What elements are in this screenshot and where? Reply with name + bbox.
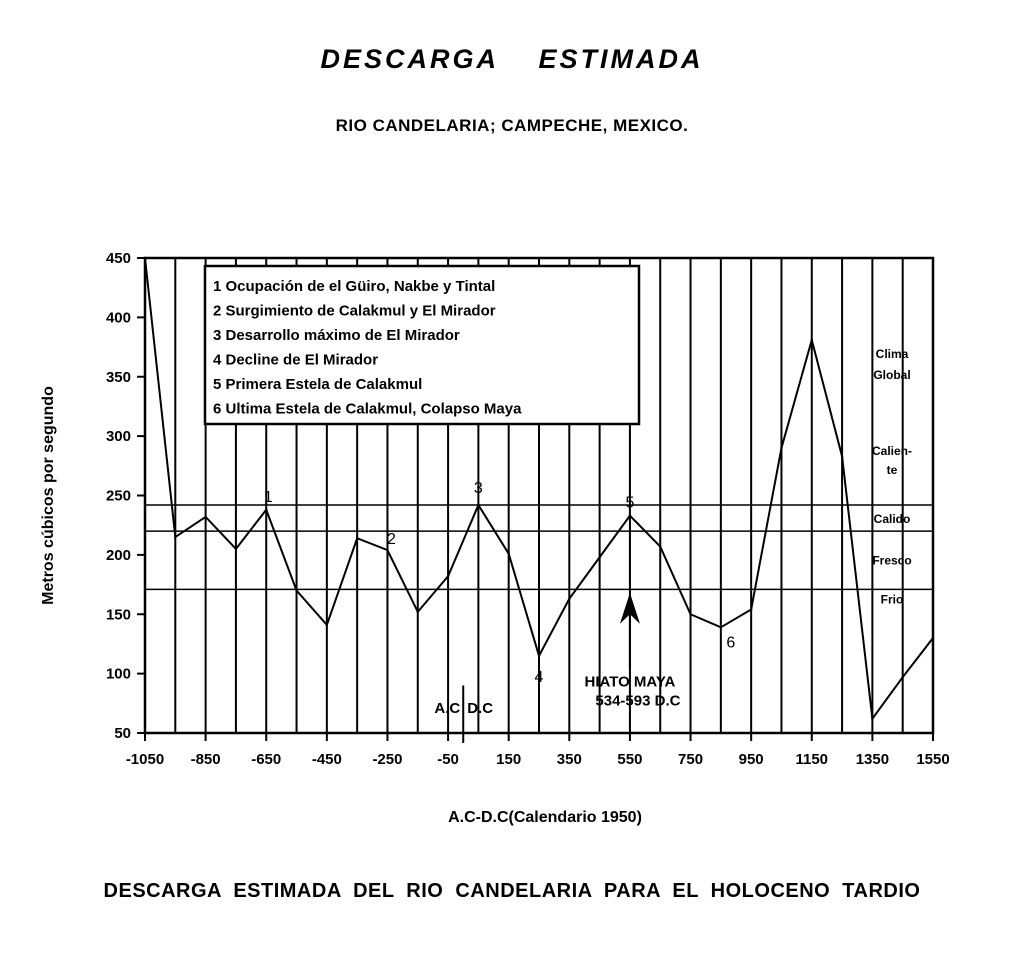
y-tick-label: 400 xyxy=(105,309,131,327)
y-tick-label: 300 xyxy=(105,428,131,446)
event-marker-4: 4 xyxy=(534,668,544,686)
y-tick-label: 250 xyxy=(105,487,131,505)
annotations xyxy=(434,593,680,743)
hiato-label: HIATO MAYA xyxy=(584,673,676,691)
y-tick-label: 350 xyxy=(105,368,131,386)
y-axis-title: Metros cúbicos por segundo xyxy=(40,386,57,605)
y-tick-label: 450 xyxy=(105,250,131,267)
legend-item-2: 2 Surgimiento de Calakmul y El Mirador xyxy=(213,302,496,320)
event-marker-6: 6 xyxy=(726,634,736,652)
data-point xyxy=(447,575,449,577)
zone-label-caliente-1: Calien- xyxy=(871,444,913,459)
x-axis-title: A.C-D.C(Calendario 1950) xyxy=(448,809,642,826)
event-marker-2: 2 xyxy=(387,531,396,549)
y-tick-label: 150 xyxy=(105,606,131,624)
x-tick-label: 950 xyxy=(738,751,764,768)
x-tick-label: 750 xyxy=(678,751,704,768)
hiato-range: 534-593 D.C xyxy=(595,692,681,710)
legend xyxy=(205,266,639,424)
data-point xyxy=(477,504,479,506)
data-point xyxy=(326,624,328,626)
data-point xyxy=(417,611,419,613)
x-tick-label: -1050 xyxy=(125,751,165,768)
data-point xyxy=(841,455,843,457)
zone-title-line2: Global xyxy=(873,368,911,383)
data-point xyxy=(174,536,176,538)
event-marker-1: 1 xyxy=(263,488,273,506)
data-point xyxy=(629,514,631,516)
data-point xyxy=(386,549,388,551)
x-tick-label: -650 xyxy=(251,751,282,768)
y-tick-label: 100 xyxy=(105,665,131,683)
data-point xyxy=(507,552,509,554)
zone-title-line1: Clima xyxy=(875,346,909,361)
x-tick-label: -250 xyxy=(372,751,403,768)
legend-item-6: 6 Ultima Estela de Calakmul, Colapso Maya xyxy=(213,400,522,418)
legend-item-3: 3 Desarrollo máximo de El Mirador xyxy=(213,327,460,344)
data-point xyxy=(538,655,540,657)
event-marker-3: 3 xyxy=(473,480,483,497)
data-point xyxy=(871,718,873,720)
data-point xyxy=(689,613,691,615)
x-tick-label: 150 xyxy=(496,751,522,768)
data-point xyxy=(780,447,782,449)
y-tick-label: 200 xyxy=(105,546,131,564)
x-tick-label: -450 xyxy=(311,751,342,768)
era-label-ac: A.C xyxy=(434,699,461,717)
climate-zone-labels xyxy=(872,347,912,607)
x-tick-label: 1150 xyxy=(795,751,829,768)
data-point xyxy=(356,537,358,539)
y-tick-label: 50 xyxy=(114,725,131,742)
data-point xyxy=(265,509,267,511)
zone-label-caliente-2: te xyxy=(886,463,898,478)
chart-title: DESCARGA ESTIMADA xyxy=(320,44,704,74)
x-tick-label: 350 xyxy=(556,751,582,768)
era-label-dc: D.C xyxy=(467,699,494,717)
event-marker-5: 5 xyxy=(625,494,635,512)
data-point xyxy=(901,676,903,678)
legend-item-1: 1 Ocupación de el Güiro, Nakbe y Tintal xyxy=(213,278,496,295)
data-point xyxy=(659,545,661,547)
zone-label-fresco: Fresco xyxy=(872,553,912,568)
data-point xyxy=(295,589,297,591)
data-point xyxy=(235,548,237,550)
legend-item-4: 4 Decline de El Mirador xyxy=(213,351,379,369)
x-tick-label: -850 xyxy=(190,751,221,768)
data-point xyxy=(568,598,570,600)
x-tick-label: 1550 xyxy=(916,751,950,768)
zone-label-frio: Frio xyxy=(880,592,904,607)
chart-subtitle: RIO CANDELARIA; CAMPECHE, MEXICO. xyxy=(335,116,689,135)
figure-caption: DESCARGA ESTIMADA DEL RIO CANDELARIA PARA EL HOLOCENO TARDIO xyxy=(103,880,921,902)
zone-label-calido: Calido xyxy=(873,511,911,526)
data-point xyxy=(204,516,206,518)
data-point xyxy=(750,608,752,610)
data-point xyxy=(720,626,722,628)
x-tick-label: 1350 xyxy=(855,751,890,768)
data-point xyxy=(811,339,813,341)
legend-item-5: 5 Primera Estela de Calakmul xyxy=(213,376,423,393)
x-tick-label: 550 xyxy=(617,751,643,768)
x-tick-label: -50 xyxy=(437,751,459,768)
data-point xyxy=(598,556,600,558)
